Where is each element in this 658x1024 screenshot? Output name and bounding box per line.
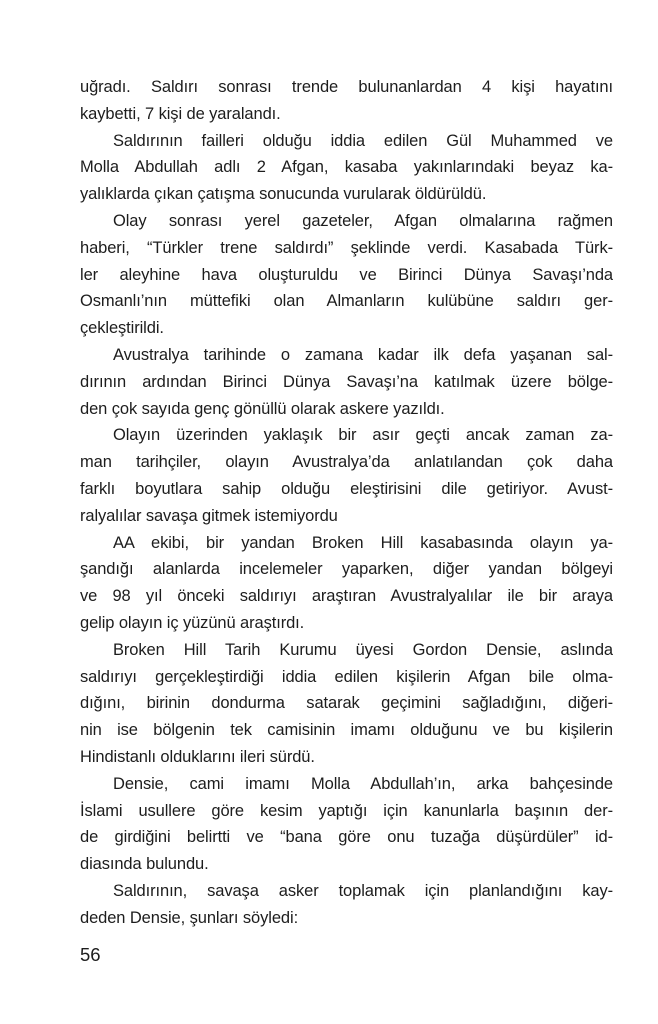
text-line: Densie, cami imamı Molla Abdullah’ın, arka bahçesinde xyxy=(113,774,613,793)
text-line: Osmanlı’nın müttefiki olan Almanların kulübüne saldırı ger- xyxy=(80,292,613,311)
text-line: Olayın üzerinden yaklaşık bir asır geçti ancak zaman za- xyxy=(113,426,613,445)
paragraph xyxy=(80,771,613,878)
text-line: Hindistanlı olduklarını ileri sürdü. xyxy=(80,747,315,766)
text-line: Olay sonrası yerel gazeteler, Afgan olmalarına rağmen xyxy=(113,211,613,230)
text-line: den çok sayıda genç gönüllü olarak askere yazıldı. xyxy=(80,399,445,418)
text-line: İslami usullere göre kesim yaptığı için kanunlarla başının der- xyxy=(80,801,613,820)
text-line: Saldırının, savaşa asker toplamak için planlandığını kay- xyxy=(113,881,613,900)
text-line: dırının ardından Birinci Dünya Savaşı’na katılmak üzere bölge- xyxy=(80,372,613,391)
text-line: Saldırının failleri olduğu iddia edilen Gül Muhammed ve xyxy=(113,131,613,150)
text-line: yalıklarda çıkan çatışma sonucunda vurularak öldürüldü. xyxy=(80,185,487,204)
paragraph xyxy=(80,637,613,771)
text-line: şandığı alanlarda incelemeler yaparken, diğer yandan bölgeyi xyxy=(80,560,613,579)
text-line: man tarihçiler, olayın Avustralya’da anlatılandan çok daha xyxy=(80,453,613,472)
text-line: ler aleyhine hava oluşturuldu ve Birinci Dünya Savaşı’nda xyxy=(80,265,613,284)
paragraph xyxy=(80,208,613,342)
text-line: kaybetti, 7 kişi de yaralandı. xyxy=(80,104,281,123)
text-line: ralyalılar savaşa gitmek istemiyordu xyxy=(80,506,338,525)
paragraph xyxy=(80,342,613,422)
paragraph xyxy=(80,74,613,128)
text-line: farklı boyutlara sahip olduğu eleştirisini dile getiriyor. Avust- xyxy=(80,479,613,498)
text-line: gelip olayın iç yüzünü araştırdı. xyxy=(80,613,305,632)
text-line: Molla Abdullah adlı 2 Afgan, kasaba yakınlarındaki beyaz ka- xyxy=(80,158,613,177)
text-line: Avustralya tarihinde o zamana kadar ilk defa yaşanan sal- xyxy=(113,345,613,364)
text-line: deden Densie, şunları söyledi: xyxy=(80,908,299,927)
text-line: ve 98 yıl önceki saldırıyı araştıran Avustralyalılar ile bir araya xyxy=(80,587,613,606)
text-line: Broken Hill Tarih Kurumu üyesi Gordon Densie, aslında xyxy=(113,640,613,659)
text-line: diasında bulundu. xyxy=(80,855,209,874)
text-line: AA ekibi, bir yandan Broken Hill kasabasında olayın ya- xyxy=(113,533,613,552)
paragraph xyxy=(80,128,613,208)
paragraph xyxy=(80,530,613,637)
paragraph xyxy=(80,878,613,932)
text-line: dığını, birinin dondurma satarak geçimini sağladığını, diğeri- xyxy=(80,694,613,713)
page-number: 56 xyxy=(80,944,101,965)
paragraph xyxy=(80,422,613,529)
body-text xyxy=(80,74,613,932)
text-line: çekleştirildi. xyxy=(80,319,164,338)
text-line: saldırıyı gerçekleştirdiği iddia edilen kişilerin Afgan bile olma- xyxy=(80,667,613,686)
text-line: de girdiğini belirtti ve “bana göre onu tuzağa düşürdüler” id- xyxy=(80,828,613,847)
text-line: nin ise bölgenin tek camisinin imamı olduğunu ve bu kişilerin xyxy=(80,721,613,740)
text-line: uğradı. Saldırı sonrası trende bulunanlardan 4 kişi hayatını xyxy=(80,78,613,96)
text-line: haberi, “Türkler trene saldırdı” şeklinde verdi. Kasabada Türk- xyxy=(80,238,613,257)
